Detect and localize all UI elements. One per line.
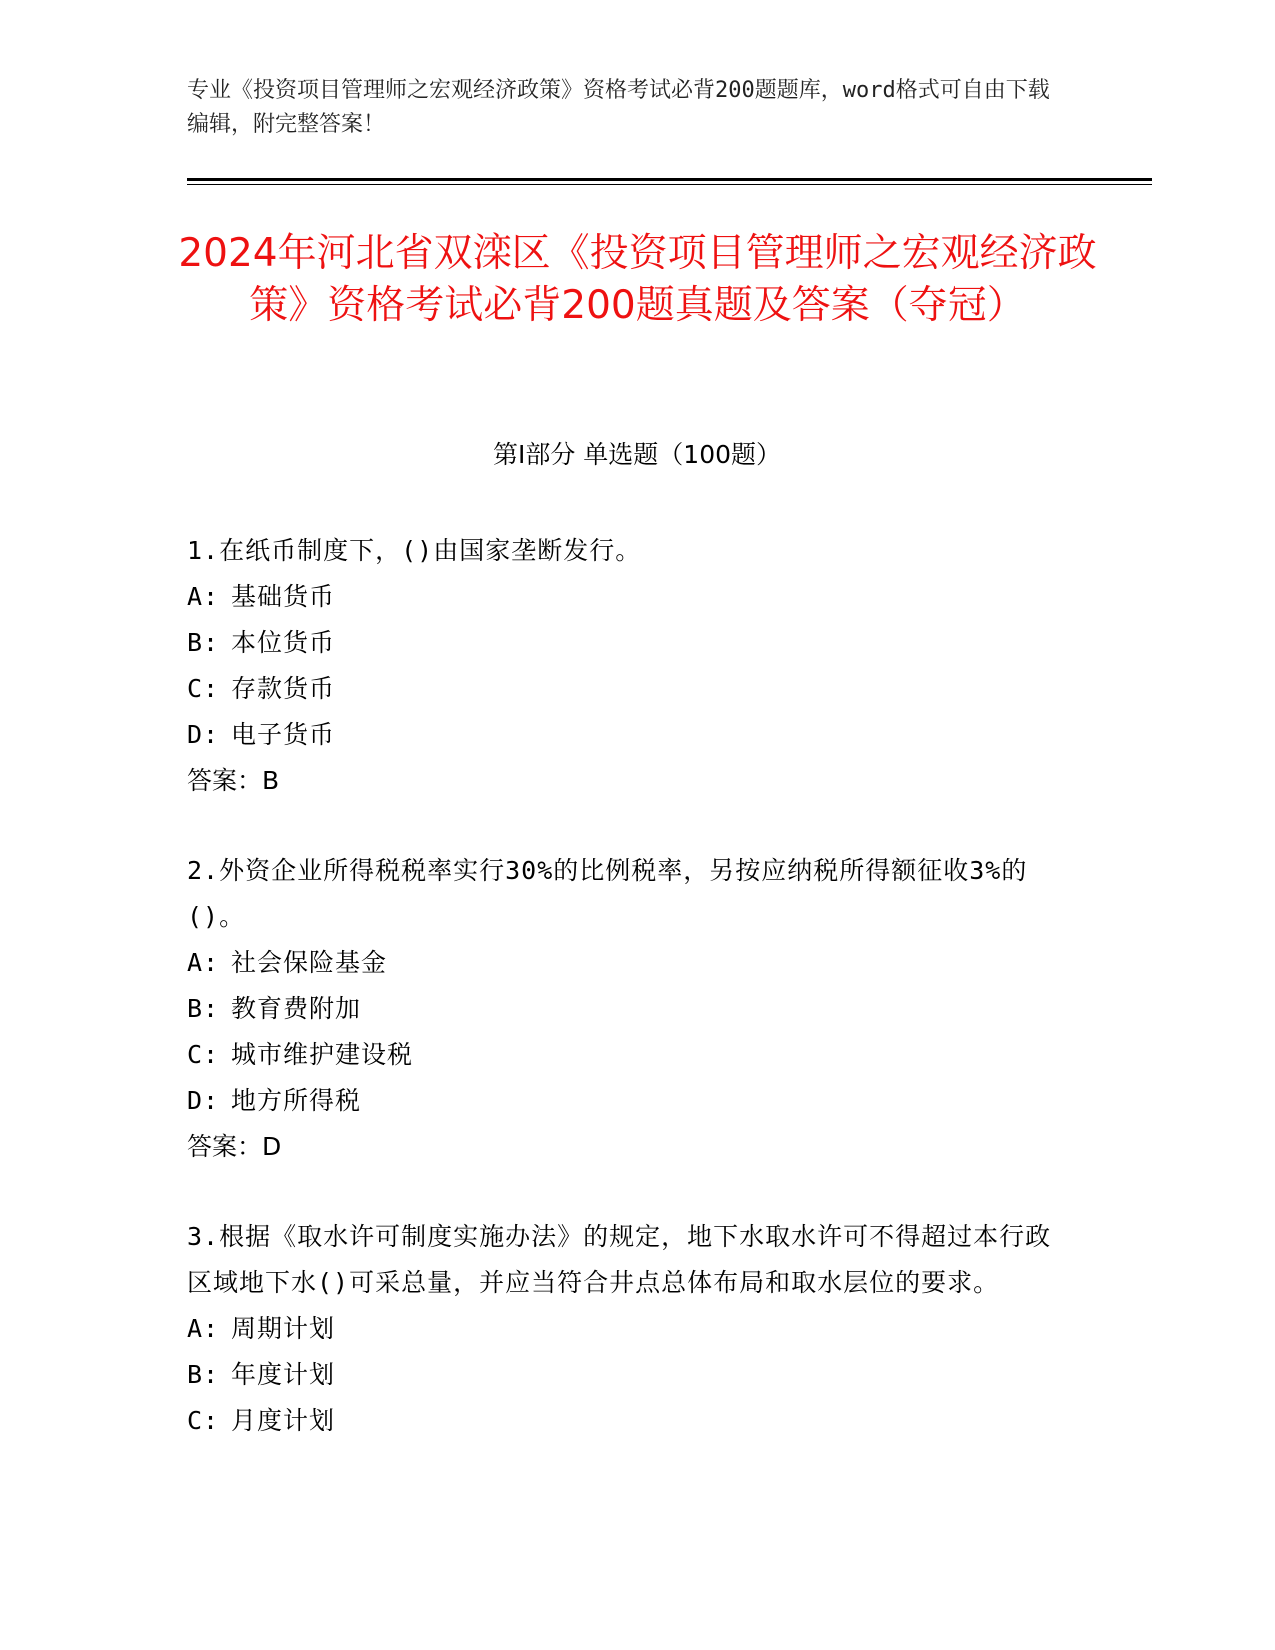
option-text: 社会保险基金 [231, 948, 388, 977]
option-letter: B: [187, 1360, 220, 1389]
question-1 [187, 528, 1067, 804]
question-list [187, 528, 1067, 1488]
question-option [187, 1032, 1067, 1078]
header-rule-thick [187, 178, 1152, 181]
option-text: 年度计划 [231, 1360, 336, 1389]
question-option [187, 620, 1067, 666]
option-letter: C: [187, 674, 220, 703]
option-letter: C: [187, 1040, 220, 1069]
question-option [187, 1306, 1067, 1352]
question-stem: 1.在纸币制度下，()由国家垄断发行。 [187, 536, 642, 565]
question-option [187, 712, 1067, 758]
question-stem: 3.根据《取水许可制度实施办法》的规定，地下水取水许可不得超过本行政区域地下水()可采总量，并应当符合井点总体布局和取水层位的要求。 [187, 1222, 1052, 1297]
option-text: 存款货币 [231, 674, 336, 703]
question-option [187, 1352, 1067, 1398]
question-option [187, 1398, 1067, 1444]
question-option [187, 986, 1067, 1032]
option-letter: A: [187, 582, 220, 611]
question-answer: 答案：B [187, 766, 280, 795]
question-option [187, 666, 1067, 712]
document-title: 2024年河北省双滦区《投资项目管理师之宏观经济政策》资格考试必背200题真题及答案（夺冠） [178, 231, 1097, 328]
question-stem: 2.外资企业所得税税率实行30%的比例税率，另按应纳税所得额征收3%的()。 [187, 856, 1028, 931]
option-letter: C: [187, 1406, 220, 1435]
option-text: 教育费附加 [231, 994, 362, 1023]
option-text: 周期计划 [231, 1314, 336, 1343]
option-letter: A: [187, 1314, 220, 1343]
option-letter: B: [187, 628, 220, 657]
option-text: 基础货币 [231, 582, 336, 611]
question-3 [187, 1214, 1067, 1444]
option-text: 本位货币 [231, 628, 336, 657]
header-rule-thin [187, 184, 1152, 185]
question-option [187, 574, 1067, 620]
option-letter: B: [187, 994, 220, 1023]
option-letter: D: [187, 1086, 220, 1115]
question-2 [187, 848, 1067, 1170]
question-option [187, 940, 1067, 986]
option-letter: A: [187, 948, 220, 977]
header-note: 专业《投资项目管理师之宏观经济政策》资格考试必背200题题库，word格式可自由下载编辑，附完整答案！ [187, 78, 1050, 137]
option-letter: D: [187, 720, 220, 749]
option-text: 城市维护建设税 [231, 1040, 414, 1069]
option-text: 地方所得税 [231, 1086, 362, 1115]
question-answer: 答案：D [187, 1132, 282, 1161]
section-title: 第I部分 单选题（100题） [492, 440, 782, 469]
option-text: 电子货币 [231, 720, 336, 749]
question-option [187, 1078, 1067, 1124]
option-text: 月度计划 [231, 1406, 336, 1435]
